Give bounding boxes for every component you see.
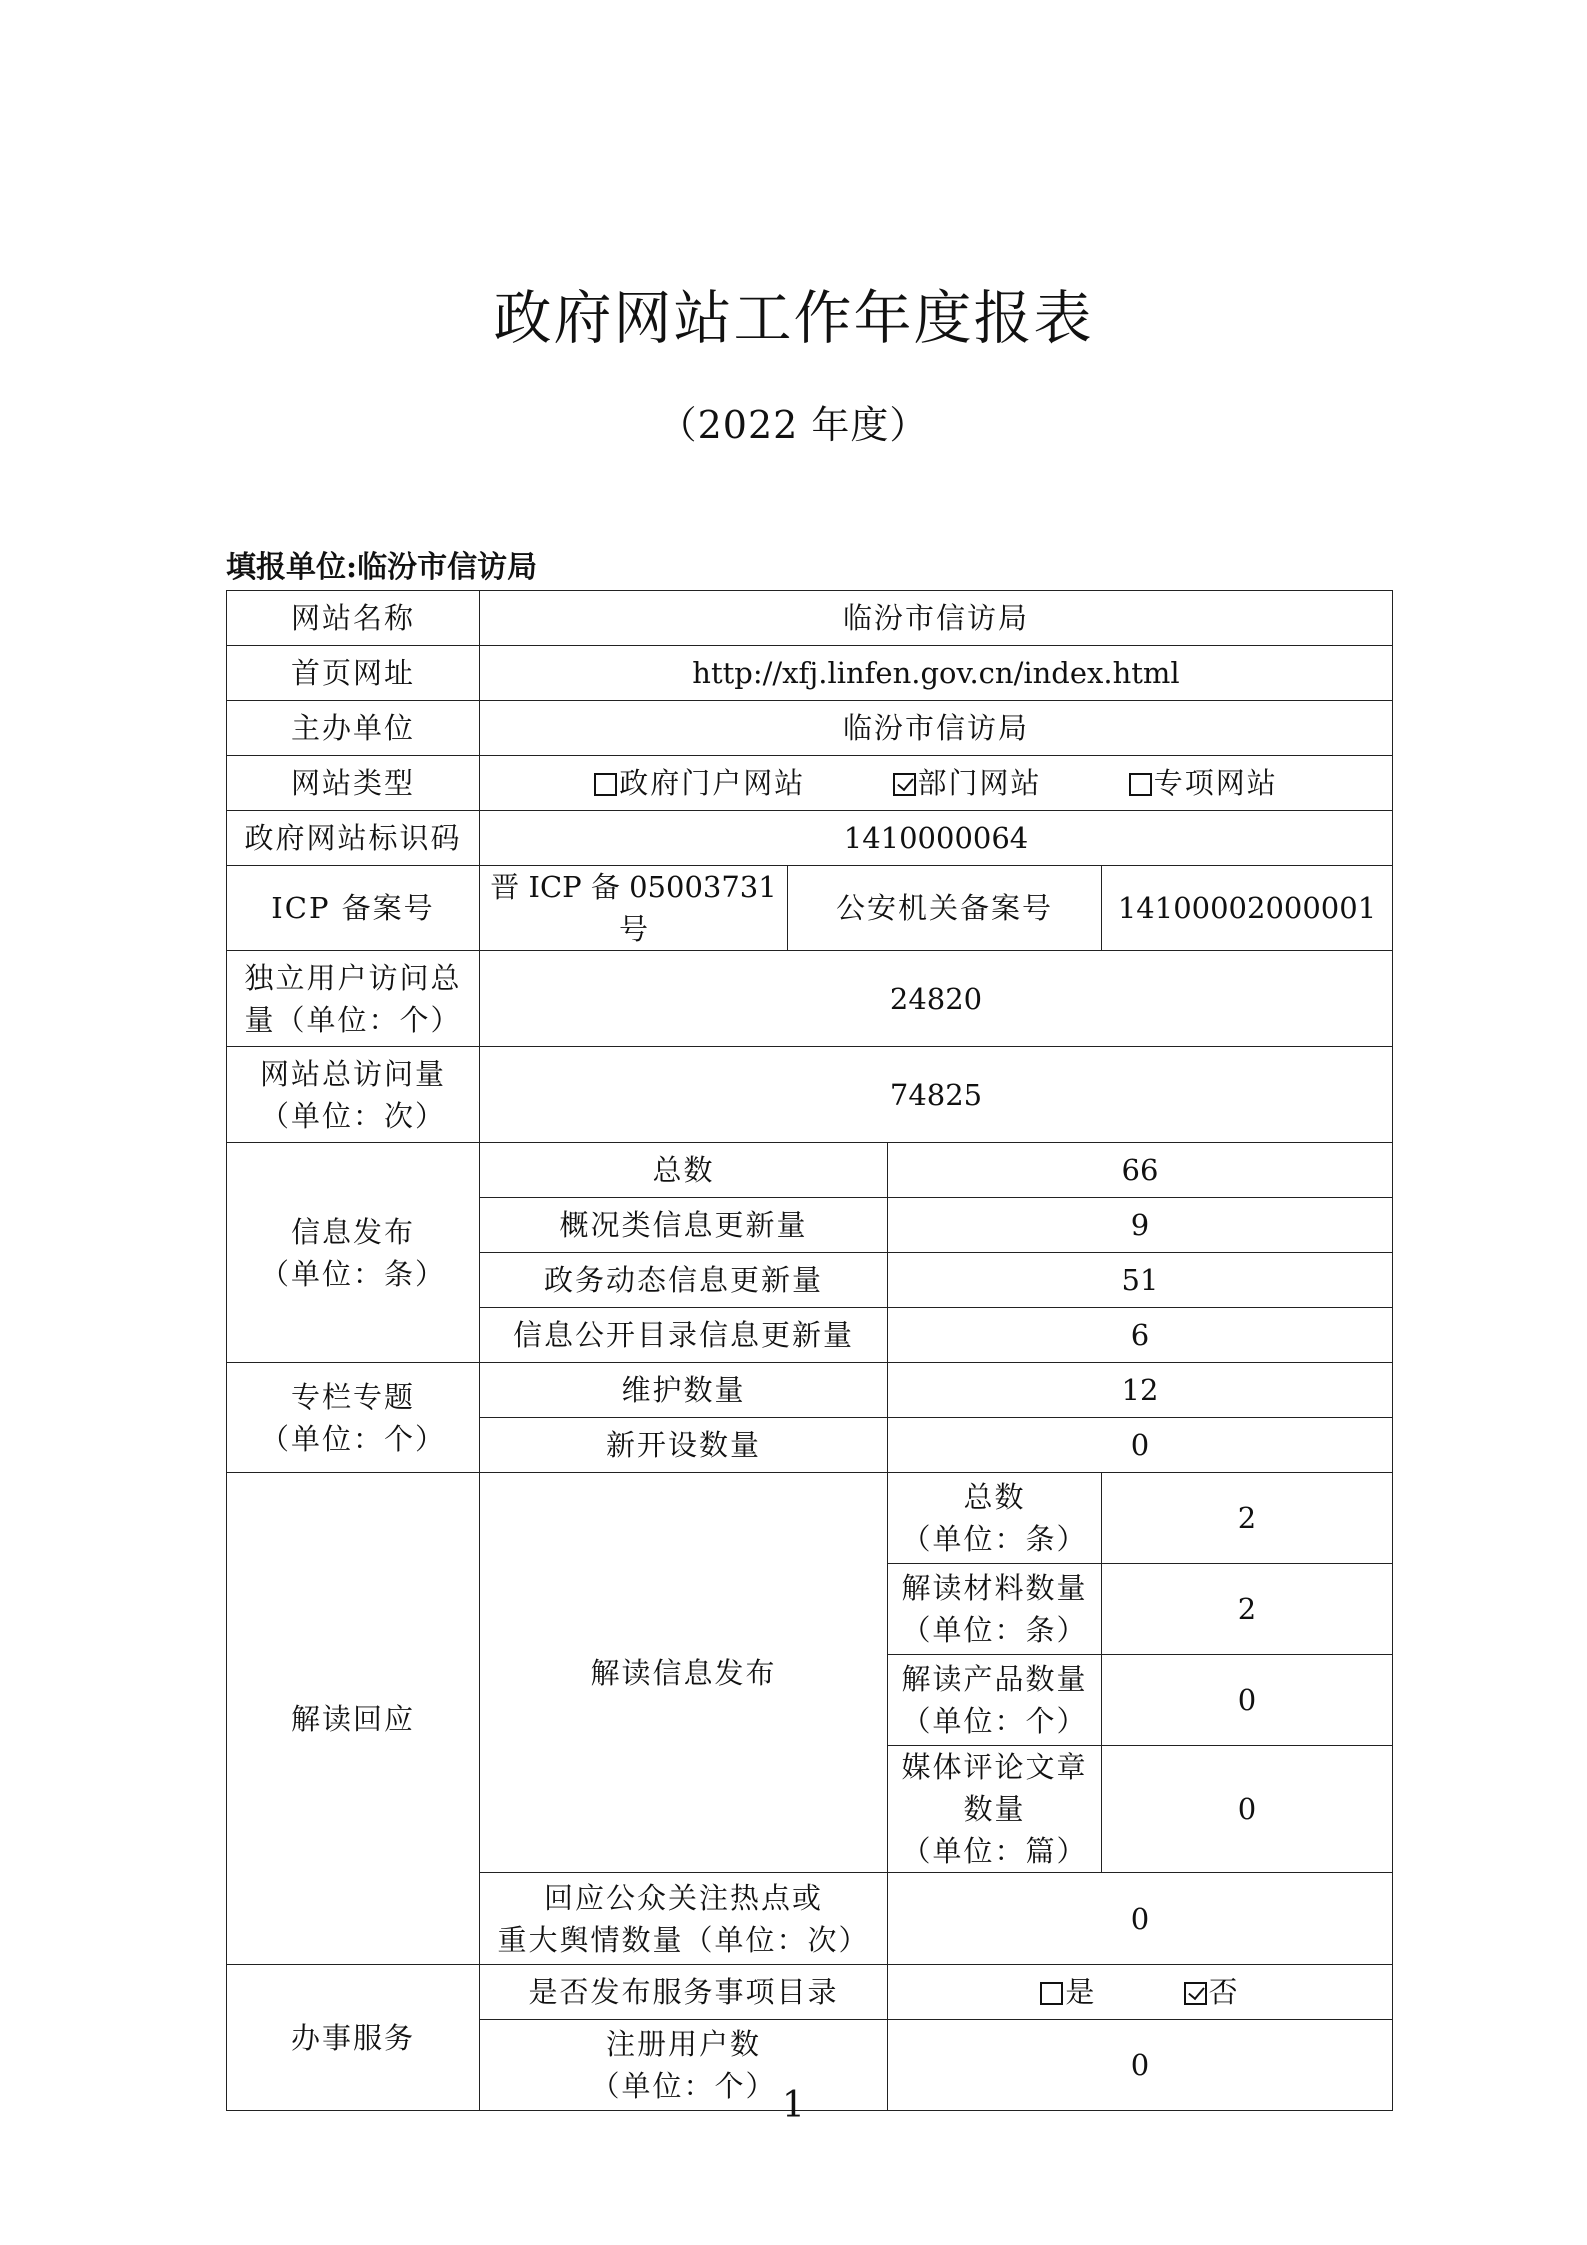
site-id-label: 政府网站标识码 <box>227 811 480 866</box>
interpretation-item-label: 解读材料数量 （单位：条） <box>888 1564 1102 1655</box>
table-row <box>227 1047 1393 1143</box>
homepage-url[interactable]: http://xfj.linfen.gov.cn/index.html <box>480 646 1393 701</box>
report-year: （2022 年度） <box>658 403 929 447</box>
interpretation-label: 解读回应 <box>227 1473 480 1965</box>
site-name-value: 临汾市信访局 <box>480 591 1393 646</box>
icp-label: ICP 备案号 <box>227 866 480 951</box>
page-number: 1 <box>782 2085 805 2126</box>
columns-item-label: 新开设数量 <box>480 1418 888 1473</box>
checkbox-empty-icon[interactable] <box>1040 1982 1063 2005</box>
response-label: 回应公众关注热点或 重大舆情数量（单位：次） <box>480 1873 888 1965</box>
interpretation-item-value: 0 <box>1102 1746 1393 1873</box>
table-row <box>227 1473 1393 1564</box>
site-name-label: 网站名称 <box>227 591 480 646</box>
total-visits-label: 网站总访问量 （单位：次） <box>227 1047 480 1143</box>
homepage-label: 首页网址 <box>227 646 480 701</box>
interpretation-item-label: 媒体评论文章数量 （单位：篇） <box>888 1746 1102 1873</box>
info-publish-item-label: 政务动态信息更新量 <box>480 1253 888 1308</box>
table-row <box>227 811 1393 866</box>
table-row <box>227 701 1393 756</box>
interpretation-item-value: 0 <box>1102 1655 1393 1746</box>
checkbox-checked-icon[interactable] <box>893 773 916 796</box>
table-row <box>227 756 1393 811</box>
table-row <box>227 951 1393 1047</box>
service-catalog-option-yes[interactable]: 是 <box>1040 1971 1096 2013</box>
services-label: 办事服务 <box>227 1965 480 2111</box>
interpretation-item-value: 2 <box>1102 1564 1393 1655</box>
info-publish-item-label: 总数 <box>480 1143 888 1198</box>
info-publish-item-label: 信息公开目录信息更新量 <box>480 1308 888 1363</box>
info-publish-item-value: 66 <box>888 1143 1393 1198</box>
info-publish-label: 信息发布 （单位：条） <box>227 1143 480 1363</box>
table-row <box>227 591 1393 646</box>
unique-visitors-label: 独立用户访问总 量（单位：个） <box>227 951 480 1047</box>
table-row <box>227 1363 1393 1418</box>
site-id-value: 1410000064 <box>480 811 1393 866</box>
site-type-option-special[interactable]: 专项网站 <box>1129 762 1278 804</box>
reporting-unit: 填报单位:临汾市信访局 <box>226 550 538 585</box>
service-catalog-options <box>888 1965 1393 2020</box>
response-value: 0 <box>888 1873 1393 1965</box>
total-visits-value: 74825 <box>480 1047 1393 1143</box>
sponsor-value: 临汾市信访局 <box>480 701 1393 756</box>
interpretation-item-label: 总数 （单位：条） <box>888 1473 1102 1564</box>
info-publish-item-value: 9 <box>888 1198 1393 1253</box>
info-publish-item-value: 51 <box>888 1253 1393 1308</box>
site-type-options <box>480 756 1393 811</box>
columns-item-value: 12 <box>888 1363 1393 1418</box>
service-catalog-label: 是否发布服务事项目录 <box>480 1965 888 2020</box>
sponsor-label: 主办单位 <box>227 701 480 756</box>
interpretation-item-label: 解读产品数量 （单位：个） <box>888 1655 1102 1746</box>
table-row <box>227 1965 1393 2020</box>
checkbox-empty-icon[interactable] <box>1129 773 1152 796</box>
table-row <box>227 646 1393 701</box>
registered-users-value: 0 <box>888 2020 1393 2111</box>
site-type-option-portal[interactable]: 政府门户网站 <box>594 762 805 804</box>
registered-users-label: 注册用户数 （单位：个） <box>480 2020 888 2111</box>
interpretation-sub-label: 解读信息发布 <box>480 1473 888 1873</box>
columns-item-value: 0 <box>888 1418 1393 1473</box>
table-row <box>227 866 1393 951</box>
police-record-label: 公安机关备案号 <box>788 866 1102 951</box>
report-table <box>226 590 1393 2111</box>
checkbox-checked-icon[interactable] <box>1184 1982 1207 2005</box>
info-publish-item-value: 6 <box>888 1308 1393 1363</box>
info-publish-item-label: 概况类信息更新量 <box>480 1198 888 1253</box>
interpretation-item-value: 2 <box>1102 1473 1393 1564</box>
service-catalog-option-no[interactable]: 否 <box>1184 1971 1240 2013</box>
report-title: 政府网站工作年度报表 <box>493 284 1094 352</box>
site-type-label: 网站类型 <box>227 756 480 811</box>
table-row <box>227 1143 1393 1198</box>
police-record-value: 14100002000001 <box>1102 866 1393 951</box>
unique-visitors-value: 24820 <box>480 951 1393 1047</box>
columns-item-label: 维护数量 <box>480 1363 888 1418</box>
checkbox-empty-icon[interactable] <box>594 773 617 796</box>
icp-value: 晋 ICP 备 05003731 号 <box>480 866 788 951</box>
site-type-option-department[interactable]: 部门网站 <box>893 762 1042 804</box>
columns-label: 专栏专题 （单位：个） <box>227 1363 480 1473</box>
